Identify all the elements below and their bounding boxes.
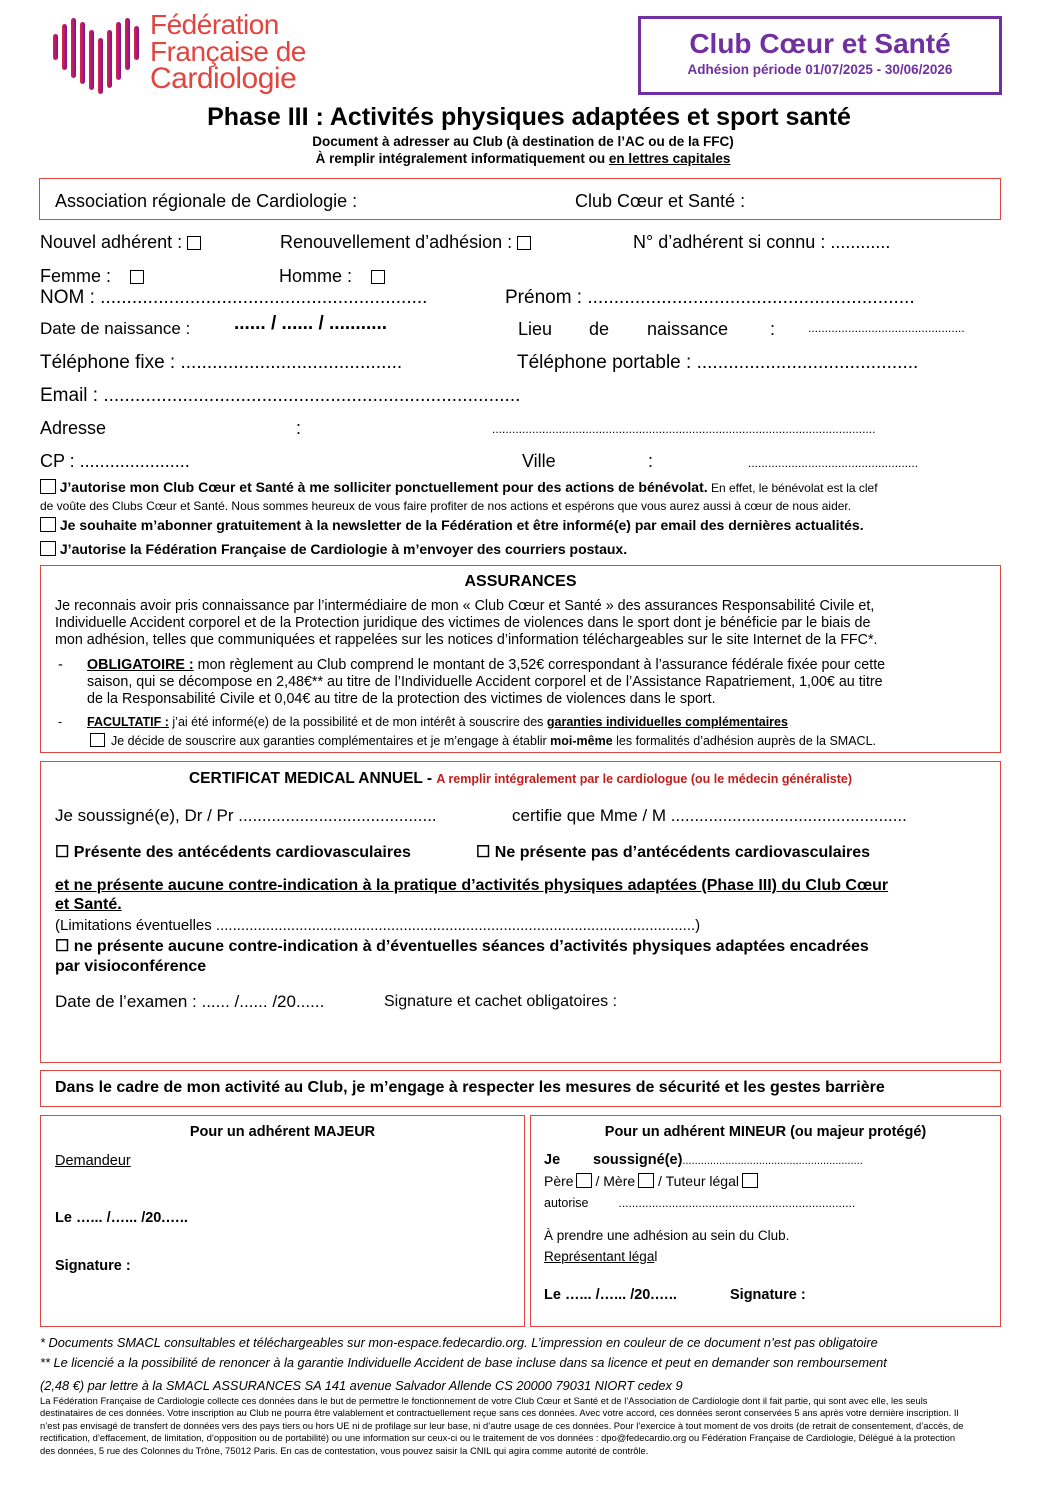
postcode-field[interactable]: CP : ...................... bbox=[40, 451, 190, 471]
mail-consent[interactable] bbox=[40, 541, 627, 557]
insurance-intro-1: Je reconnais avoir pris connaissance par l’intermédiaire de mon « Club Cœur et Santé » des assurances Responsabilité Civile et, bbox=[55, 598, 875, 614]
page-title: Phase III : Activités physiques adaptées et sport santé bbox=[207, 103, 851, 131]
mobile-field[interactable]: Téléphone portable : .......................................... bbox=[517, 352, 919, 373]
guardian-label: / Tuteur légal bbox=[658, 1173, 739, 1189]
footnote-3: (2,48 €) par lettre à la SMACL ASSURANCES SA 141 avenue Salvador Allende CS 20000 79031 NIORT cedex 9 bbox=[40, 1378, 683, 1393]
newsletter-checkbox[interactable] bbox=[40, 517, 56, 532]
birth-date-field[interactable]: ...... / ...... / ........... bbox=[234, 313, 388, 334]
new-member-label: Nouvel adhérent : bbox=[40, 232, 183, 252]
mandatory-label: OBLIGATOIRE : bbox=[87, 657, 194, 673]
legal-rep-tail: l bbox=[654, 1249, 658, 1264]
optional-guarantees: garanties individuelles complémentaires bbox=[546, 715, 788, 729]
minor-authorizes bbox=[544, 1196, 855, 1210]
insurance-intro bbox=[55, 598, 995, 649]
male-label: Homme : bbox=[279, 266, 353, 286]
email-field[interactable]: Email : ............................................................................... bbox=[40, 385, 521, 406]
subtitle-2-underlined: en lettres capitales bbox=[608, 151, 731, 166]
page-subtitle-1: Document à adresser au Club (à destination de l’AC ou de la FFC) bbox=[312, 134, 734, 149]
city-field[interactable]: ................................................... bbox=[748, 456, 919, 470]
visio-option[interactable] bbox=[55, 937, 995, 977]
footnote-2: ** Le licencié a la possibilité de renoncer à la garantie Individuelle Accident de base incluse dans sa licence et peut en demander son remboursement bbox=[40, 1355, 887, 1370]
gdpr-line-1: La Fédération Française de Cardiologie collecte ces données dans le but de permettre le fonctionnement de votre Club Cœur et Santé et de l’Association de Cardiologie dont il fait partie, qui sont avec elle, les seuls bbox=[40, 1395, 928, 1406]
male-checkbox[interactable] bbox=[371, 270, 385, 284]
club-label: Club Cœur et Santé : bbox=[575, 191, 746, 211]
guardian-choices bbox=[544, 1173, 758, 1189]
birth-place-label-3: naissance bbox=[647, 319, 729, 339]
volunteer-label: J’autorise mon Club Cœur et Santé à me solliciter ponctuellement pour des actions de bénévolat. bbox=[59, 479, 708, 495]
optional-checkbox[interactable] bbox=[90, 733, 105, 747]
certificate-title-note: A remplir intégralement par le cardiologue (ou le médecin généraliste) bbox=[436, 772, 853, 786]
female-label: Femme : bbox=[40, 266, 112, 286]
nom-field[interactable]: NOM : .............................................................. bbox=[40, 287, 428, 308]
mandatory-block bbox=[87, 657, 997, 708]
newsletter-consent[interactable] bbox=[40, 517, 864, 533]
phone-field[interactable]: Téléphone fixe : .......................................... bbox=[40, 352, 403, 373]
birth-place-label-1: Lieu bbox=[518, 319, 553, 339]
new-member-checkbox[interactable] bbox=[187, 236, 201, 250]
gdpr-line-5: des données, 5 rue des Colonnes du Trône, 75012 Paris. En cas de contestation, vous pouvez saisir la CNIL qui agira comme autorité de contrôle. bbox=[40, 1444, 649, 1456]
city-label: Ville bbox=[522, 451, 556, 471]
subtitle-2-text: À remplir intégralement informatiquement ou bbox=[315, 151, 609, 166]
father-label: Père bbox=[544, 1173, 574, 1189]
legal-rep bbox=[544, 1249, 657, 1264]
legal-rep-label: Représentant léga bbox=[544, 1249, 655, 1264]
mandatory-line-2: saison, qui se décompose en 2,48€** au titre de l’Individuelle Accident corporel et de l’Assistance Rapatriement, 1,00€ au titre bbox=[87, 674, 883, 690]
doctor-signature-label: Signature et cachet obligatoires : bbox=[384, 993, 618, 1010]
city-colon: : bbox=[648, 451, 654, 471]
gdpr-line-3: n’est pas envisagé de transfert de données vers des pays tiers ou hors UE ni de profilage sur leur base, ni d’autre usage de ces données. Pour l’exercice à tout moment de vos droits (de retrait de consentement, d’accès, de bbox=[40, 1419, 964, 1431]
footnote-1: * Documents SMACL consultables et téléchargeables sur mon-espace.fedecardio.org. L’impression en couleur de ce document n’est pas obligatoire bbox=[40, 1335, 878, 1350]
guardian-checkbox[interactable] bbox=[742, 1173, 758, 1188]
optional-text: j’ai été informé(e) de la possibilité et de mon intérêt à souscrire des bbox=[168, 715, 547, 729]
birth-date-label: Date de naissance : bbox=[40, 319, 191, 338]
optional-dash: - bbox=[58, 715, 63, 729]
mandatory-dash: - bbox=[58, 657, 63, 673]
visio-line-1: ne présente aucune contre-indication à d’éventuelles séances d’activités physiques adaptées encadrées bbox=[73, 938, 869, 955]
no-contraindication bbox=[55, 876, 995, 914]
mother-label: / Mère bbox=[595, 1173, 636, 1189]
address-field[interactable]: ................................................................................................................... bbox=[492, 422, 876, 436]
volunteer-checkbox[interactable] bbox=[40, 479, 56, 494]
exam-date-field[interactable]: Date de l’examen : ...... /...... /20...... bbox=[55, 992, 325, 1011]
certificate-title bbox=[40, 770, 1001, 788]
address-colon: : bbox=[296, 418, 302, 438]
club-period-box bbox=[638, 16, 1002, 95]
insurance-title: ASSURANCES bbox=[464, 573, 577, 590]
male-field[interactable] bbox=[279, 266, 385, 287]
ffc-logo bbox=[50, 9, 320, 98]
optional-label: FACULTATIF : bbox=[87, 715, 169, 729]
commitment-text: Dans le cadre de mon activité au Club, je m’engage à respecter les mesures de sécurité et les gestes barrière bbox=[55, 1079, 885, 1096]
birth-place-label-2: de bbox=[589, 319, 610, 339]
minor-authorizes-field[interactable]: ....................................................................... bbox=[618, 1196, 856, 1210]
minor-soussigne bbox=[593, 1152, 863, 1168]
brand-line-2: Française de bbox=[150, 36, 306, 67]
mandatory-line-1: mon règlement au Club comprend le montant de 3,52€ correspondant à l’assurance fédérale fixée pour cette bbox=[193, 657, 886, 673]
doctor-field[interactable]: Je soussigné(e), Dr / Pr .......................................... bbox=[55, 806, 437, 825]
renewal-label: Renouvellement d’adhésion : bbox=[280, 232, 513, 252]
visio-line-2: par visioconférence bbox=[55, 958, 207, 975]
no-history-label: Ne présente pas d’antécédents cardiovasculaires bbox=[494, 844, 871, 861]
optional-choice-b: moi-même bbox=[550, 734, 613, 748]
volunteer-rest-2: de voûte des Clubs Cœur et Santé. Nous sommes heureux de vous faire profiter de nos actions et espérons que vous aurez aussi à cœur de nous aider. bbox=[40, 499, 852, 513]
minor-soussigne-field[interactable]: ........................................................... bbox=[682, 1155, 863, 1167]
certificate-title-text: CERTIFICAT MEDICAL ANNUEL - bbox=[188, 770, 437, 787]
minor-soussigne-label: soussigné(e) bbox=[593, 1152, 683, 1168]
adult-title: Pour un adhérent MAJEUR bbox=[189, 1124, 376, 1140]
adult-signature-label: Signature : bbox=[55, 1258, 131, 1274]
heart-bars-icon bbox=[50, 12, 146, 98]
father-checkbox[interactable] bbox=[576, 1173, 592, 1188]
visio-checkbox[interactable]: ☐ bbox=[55, 938, 70, 955]
address-label: Adresse bbox=[40, 418, 107, 438]
birth-place-field[interactable]: ............................................... bbox=[808, 321, 965, 335]
optional-choice[interactable] bbox=[90, 733, 876, 748]
no-history-option[interactable] bbox=[476, 842, 870, 862]
has-history-option[interactable] bbox=[55, 842, 411, 862]
has-history-label: Présente des antécédents cardiovasculaires bbox=[73, 844, 411, 861]
association-regional-label: Association régionale de Cardiologie : bbox=[55, 191, 358, 211]
member-number-field[interactable]: N° d’adhérent si connu : ............ bbox=[633, 232, 891, 252]
no-contraindication-1: et ne présente aucune contre-indication à la pratique d’activités physiques adaptées (Phase III) du Club Cœur bbox=[55, 877, 889, 894]
new-member-field[interactable] bbox=[40, 232, 201, 253]
insurance-intro-3: mon adhésion, telles que communiquées et rappelées sur les notices d’information téléchargeables sur le site Internet de la FFC*. bbox=[55, 632, 878, 648]
mandatory-line-3: de la Responsabilité Civile et 0,04€ au titre de la protection des victimes de violences dans le sport. bbox=[87, 691, 716, 707]
newsletter-label: Je souhaite m’abonner gratuitement à la newsletter de la Fédération et être informé(e) par email des dernières actualités. bbox=[59, 517, 864, 533]
mail-label: J’autorise la Fédération Française de Cardiologie à m’envoyer des courriers postaux. bbox=[59, 541, 628, 557]
female-field[interactable] bbox=[40, 266, 144, 287]
patient-field[interactable]: certifie que Mme / M .................................................. bbox=[512, 806, 907, 825]
renewal-checkbox[interactable] bbox=[517, 236, 531, 250]
volunteer-rest-1: En effet, le bénévolat est la clef bbox=[707, 481, 878, 495]
page-subtitle-2 bbox=[0, 151, 1046, 166]
minor-title: Pour un adhérent MINEUR (ou majeur protégé) bbox=[604, 1124, 927, 1140]
prenom-field[interactable]: Prénom : .............................................................. bbox=[505, 287, 915, 308]
renewal-field[interactable] bbox=[280, 232, 531, 253]
mother-checkbox[interactable] bbox=[638, 1173, 654, 1188]
optional-line bbox=[87, 715, 788, 729]
brand-line-3: Cardiologie bbox=[150, 62, 297, 95]
brand-line-1: Fédération bbox=[150, 9, 279, 40]
minor-date-field[interactable]: Le …... /…... /20.….. bbox=[544, 1287, 677, 1303]
no-contraindication-2: et Santé. bbox=[55, 896, 122, 913]
optional-choice-c: les formalités d’adhésion auprès de la SMACL. bbox=[612, 734, 877, 748]
minor-membership: À prendre une adhésion au sein du Club. bbox=[544, 1228, 790, 1243]
has-history-checkbox[interactable]: ☐ bbox=[55, 844, 70, 861]
minor-signature-label: Signature : bbox=[730, 1287, 806, 1303]
club-period: Adhésion période 01/07/2025 - 30/06/2026 bbox=[687, 62, 953, 77]
gdpr-notice bbox=[40, 1395, 1010, 1457]
minor-je: Je bbox=[544, 1152, 561, 1168]
insurance-intro-2: Individuelle Accident corporel et de la Protection juridique des victimes de violences dans le sport dont je bénéficie par le biais de bbox=[55, 615, 871, 631]
gdpr-line-4: rectification, d’effacement, de limitation, d’opposition ou de portabilité) ou une information sur ceux-ci ou le traitement de vos données : dpo@fedecardio.org ou Fédération Française de Cardiologie, Délégué à la protection bbox=[40, 1432, 956, 1444]
birth-place-colon: : bbox=[770, 319, 776, 339]
female-checkbox[interactable] bbox=[130, 270, 144, 284]
minor-authorizes-label: autorise bbox=[544, 1196, 589, 1210]
volunteer-consent[interactable] bbox=[40, 479, 1030, 515]
limitations-field[interactable]: (Limitations éventuelles ...................................................................................................................) bbox=[55, 917, 701, 934]
gdpr-line-2: destinataires de ces données. Votre inscription au Club ne pourra être valablement et contractuellement reçue sans ces données. Avec votre accord, ces données seront conservées 5 ans après votre dernière inscription. Il bbox=[40, 1407, 959, 1419]
club-title: Club Cœur et Santé bbox=[689, 28, 951, 59]
adult-requester: Demandeur bbox=[55, 1153, 131, 1169]
no-history-checkbox[interactable]: ☐ bbox=[476, 844, 491, 861]
mail-checkbox[interactable] bbox=[40, 541, 56, 556]
optional-choice-a: Je décide de souscrire aux garanties complémentaires et je m’engage à établir bbox=[111, 734, 551, 748]
adult-date-field[interactable]: Le …... /…... /20.….. bbox=[55, 1210, 188, 1226]
